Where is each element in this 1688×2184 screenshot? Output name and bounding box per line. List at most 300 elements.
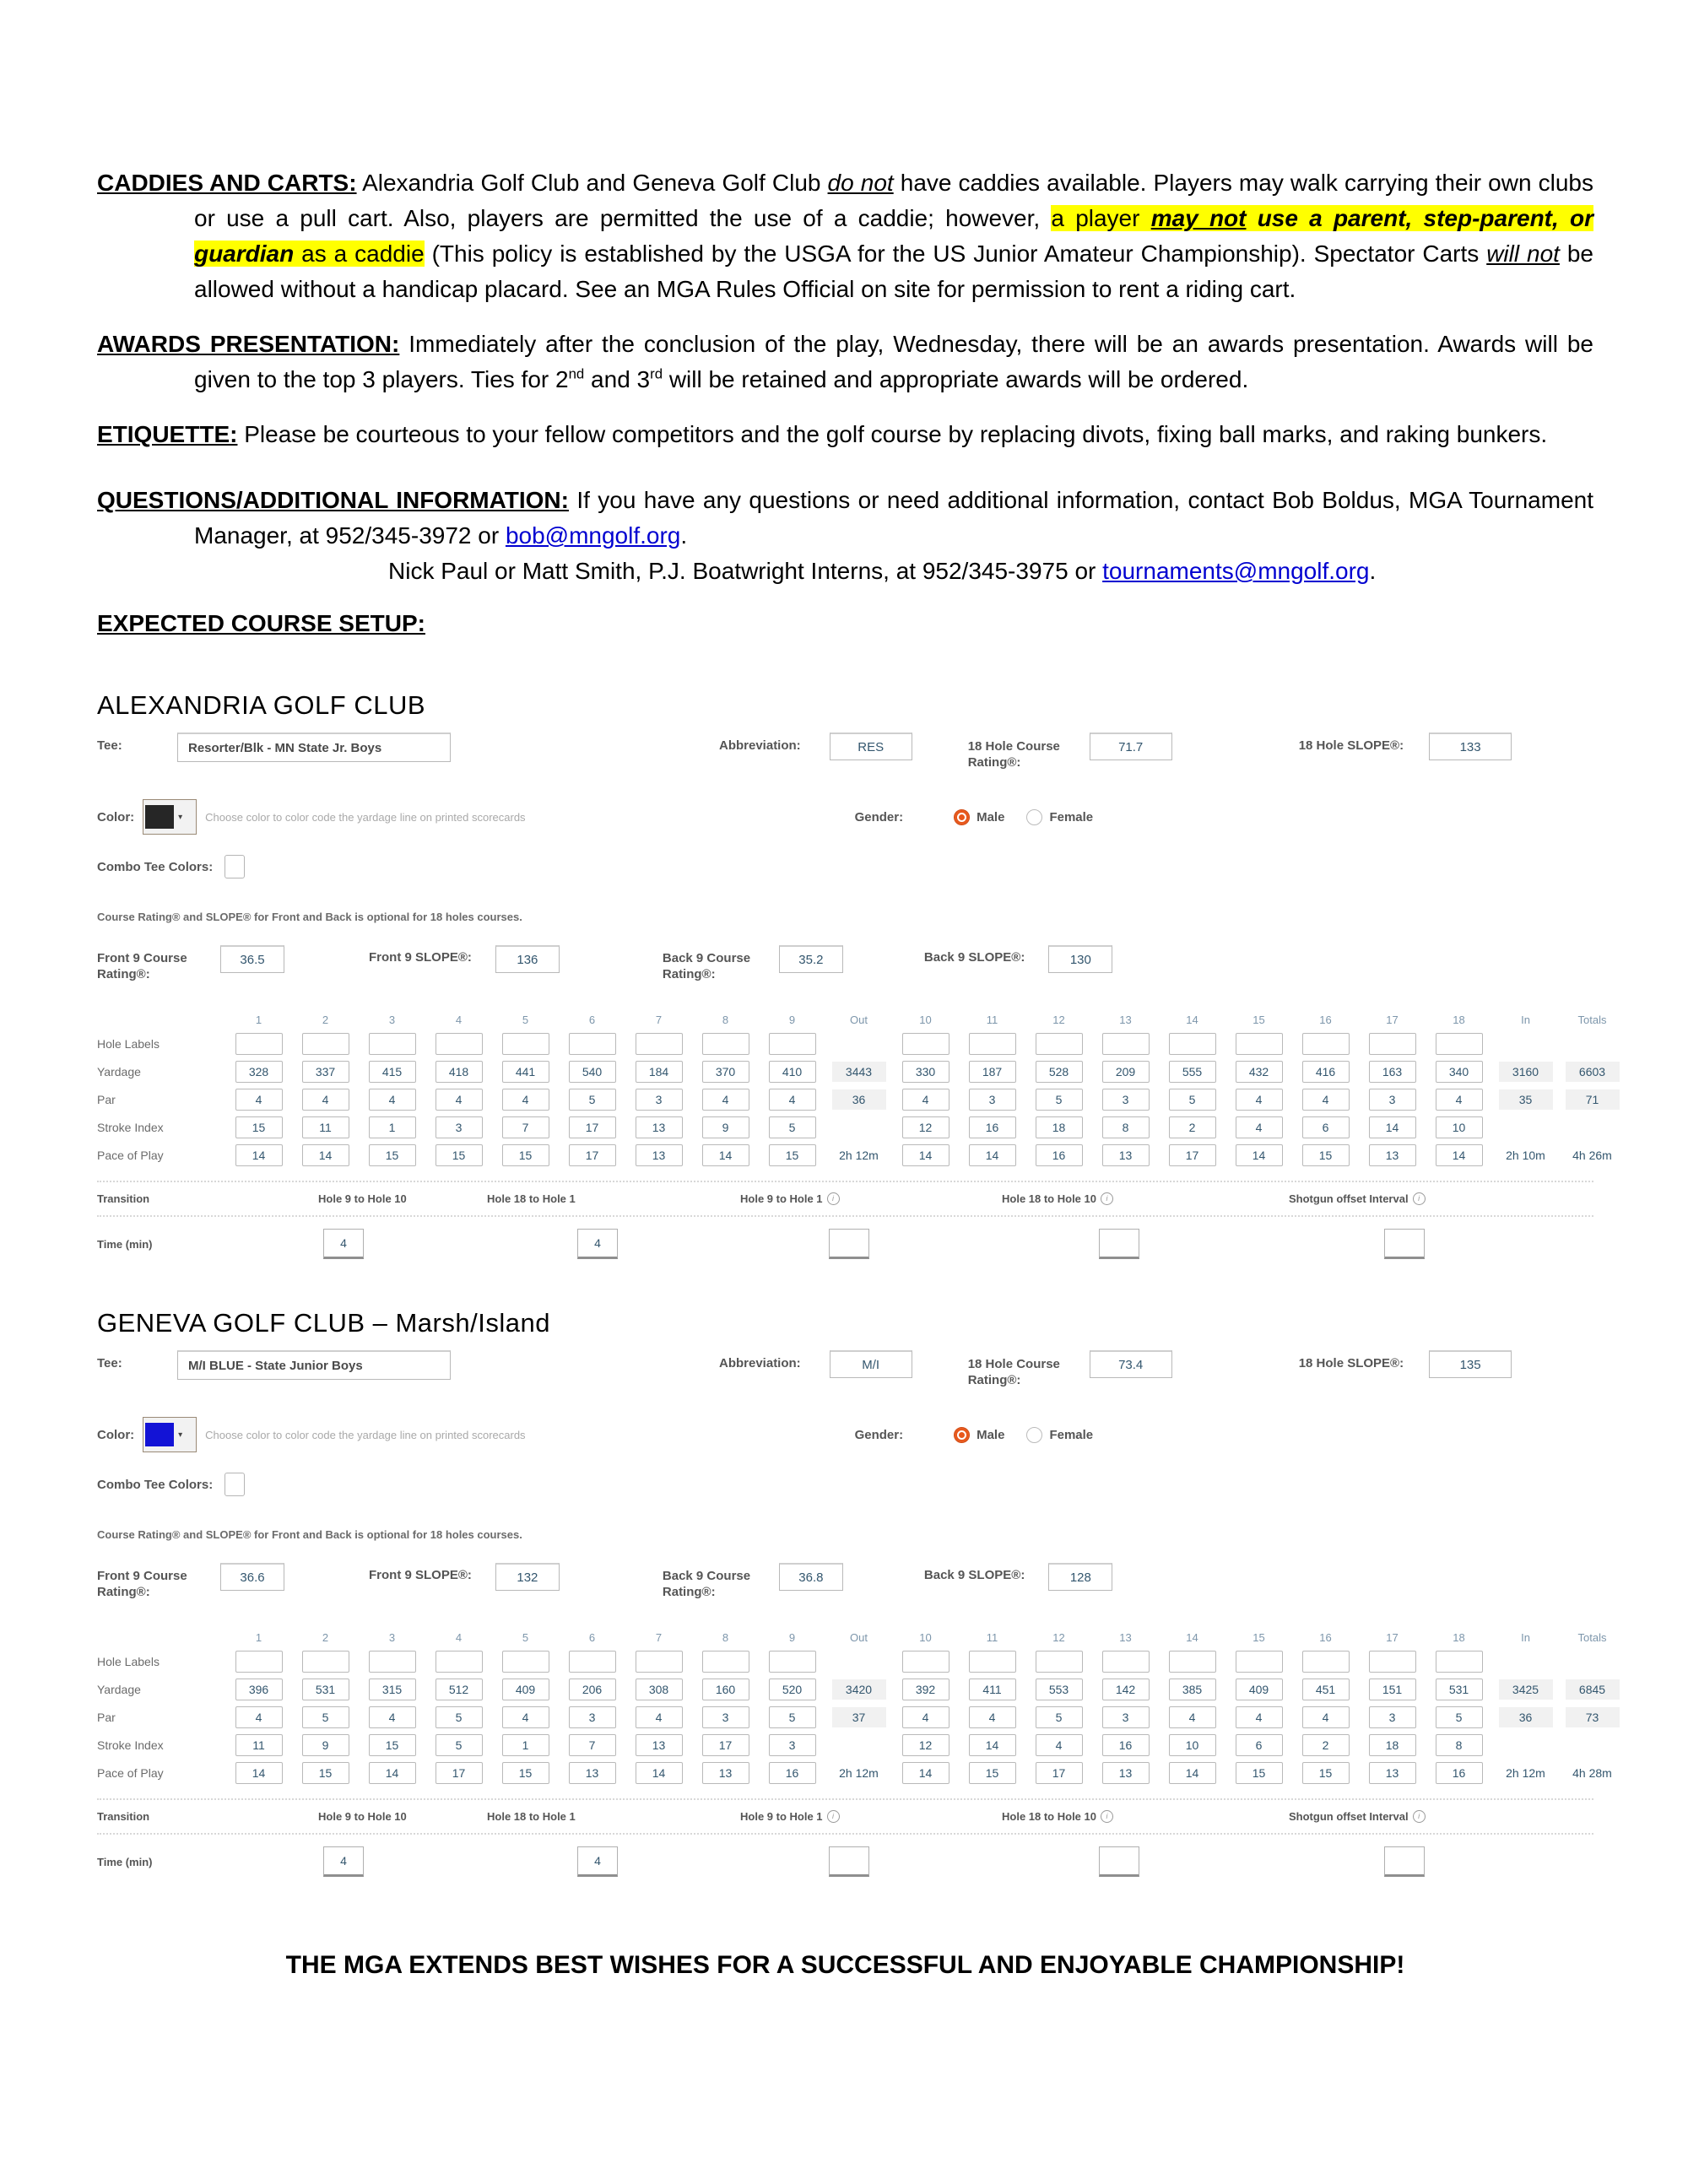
par-input[interactable]: 4 xyxy=(369,1089,416,1111)
time-input[interactable] xyxy=(1099,1846,1139,1877)
table-cell xyxy=(1025,1060,1092,1084)
pace-input[interactable]: 14 xyxy=(235,1144,283,1166)
yardage-input[interactable]: 308 xyxy=(636,1679,683,1700)
transition-col-5 xyxy=(1289,1192,1567,1205)
yardage-input[interactable]: 337 xyxy=(302,1061,349,1083)
pace-input[interactable]: 16 xyxy=(1036,1144,1083,1166)
stroke_index-input[interactable]: 8 xyxy=(1102,1116,1150,1138)
pace-input[interactable]: 13 xyxy=(1369,1762,1416,1784)
pace-input[interactable]: 14 xyxy=(1436,1144,1483,1166)
hole-label-input[interactable] xyxy=(702,1651,749,1673)
abbreviation-input[interactable]: RES xyxy=(830,733,912,760)
hole-label-input[interactable] xyxy=(502,1033,549,1055)
stroke_index-input[interactable]: 16 xyxy=(1102,1734,1150,1756)
stroke_index-input[interactable]: 2 xyxy=(1302,1734,1350,1756)
column-header: 4 xyxy=(455,1630,463,1644)
yardage-input[interactable]: 531 xyxy=(1436,1679,1483,1700)
column-header-cell xyxy=(1092,1011,1159,1028)
table-cell xyxy=(825,1060,892,1084)
rating18-input[interactable]: 71.7 xyxy=(1090,733,1172,760)
column-header: 5 xyxy=(522,1013,529,1026)
hole-label-input[interactable] xyxy=(1102,1651,1150,1673)
male-radio[interactable] xyxy=(954,1427,970,1443)
table-cell xyxy=(692,1060,759,1084)
hole-label-input[interactable] xyxy=(235,1651,283,1673)
stroke_index-input[interactable]: 6 xyxy=(1236,1734,1283,1756)
yardage-input[interactable]: 555 xyxy=(1169,1061,1216,1083)
yardage-input[interactable]: 163 xyxy=(1369,1061,1416,1083)
hole-label-input[interactable] xyxy=(369,1651,416,1673)
par-input[interactable]: 4 xyxy=(769,1089,816,1111)
tee-input[interactable]: M/I BLUE - State Junior Boys xyxy=(177,1350,451,1380)
hole-label-input[interactable] xyxy=(769,1033,816,1055)
yardage-input[interactable]: 385 xyxy=(1169,1679,1216,1700)
column-header: 15 xyxy=(1252,1630,1265,1644)
column-header-cell xyxy=(1159,1011,1225,1028)
hole-label-input[interactable] xyxy=(636,1033,683,1055)
table-cell xyxy=(1025,1143,1092,1167)
hole-label-input[interactable] xyxy=(302,1651,349,1673)
par-input[interactable]: 3 xyxy=(702,1706,749,1728)
yardage-input[interactable]: 512 xyxy=(436,1679,483,1700)
column-header-cell xyxy=(625,1629,692,1646)
stroke_index-input[interactable]: 14 xyxy=(1369,1116,1416,1138)
par-input[interactable]: 5 xyxy=(1169,1089,1216,1111)
par-input[interactable]: 3 xyxy=(569,1706,616,1728)
hole-label-input[interactable] xyxy=(1436,1033,1483,1055)
stroke_index-input[interactable]: 9 xyxy=(702,1116,749,1138)
stroke_index-input[interactable]: 12 xyxy=(902,1116,950,1138)
pace-input[interactable]: 13 xyxy=(702,1762,749,1784)
par-input[interactable]: 5 xyxy=(1036,1706,1083,1728)
stroke_index-input[interactable]: 10 xyxy=(1169,1734,1216,1756)
pace-input[interactable]: 15 xyxy=(436,1144,483,1166)
par-input[interactable]: 3 xyxy=(1102,1706,1150,1728)
stroke_index-input[interactable]: 17 xyxy=(702,1734,749,1756)
info-icon[interactable]: i xyxy=(1413,1810,1426,1823)
yardage-input[interactable]: 410 xyxy=(769,1061,816,1083)
yardage-input[interactable]: 151 xyxy=(1369,1679,1416,1700)
table-cell xyxy=(559,1116,625,1139)
hole-label-input[interactable] xyxy=(1102,1033,1150,1055)
table-row xyxy=(97,1060,1606,1084)
pace-input[interactable]: 17 xyxy=(1036,1762,1083,1784)
stroke_index-input[interactable]: 18 xyxy=(1369,1734,1416,1756)
pace-input[interactable]: 14 xyxy=(702,1144,749,1166)
hole-label-input[interactable] xyxy=(1169,1033,1216,1055)
yardage-input[interactable]: 432 xyxy=(1236,1061,1283,1083)
transition-col-1-text: Hole 9 to Hole 10 xyxy=(318,1810,407,1823)
column-header: 14 xyxy=(1186,1013,1198,1026)
male-radio[interactable] xyxy=(954,809,970,825)
table-cell xyxy=(292,1650,359,1673)
par-input[interactable]: 4 xyxy=(1169,1706,1216,1728)
table-cell xyxy=(1225,1650,1292,1673)
yardage-input[interactable]: 416 xyxy=(1302,1061,1350,1083)
hole-label-input[interactable] xyxy=(1236,1651,1283,1673)
front9-slope-input[interactable]: 136 xyxy=(495,945,560,973)
table-cell xyxy=(559,1706,625,1729)
info-icon[interactable]: i xyxy=(827,1192,840,1205)
hole-label-input[interactable] xyxy=(302,1033,349,1055)
pace-input[interactable]: 14 xyxy=(969,1144,1016,1166)
questions-text-1: If you have any questions or need additional information, contact Bob Boldus, MGA Tournament Manager, at 952/345-3972 or xyxy=(194,487,1594,549)
par-input[interactable]: 5 xyxy=(569,1089,616,1111)
stroke_index-input[interactable]: 5 xyxy=(436,1734,483,1756)
par-input[interactable]: 3 xyxy=(1102,1089,1150,1111)
table-cell xyxy=(1492,1733,1559,1757)
par-input[interactable]: 4 xyxy=(1302,1089,1350,1111)
yardage-input[interactable]: 187 xyxy=(969,1061,1016,1083)
slope18-input[interactable]: 135 xyxy=(1429,1350,1512,1378)
time-input[interactable] xyxy=(829,1846,869,1877)
abbreviation-label: Abbreviation: xyxy=(719,738,801,753)
pace-input[interactable]: 14 xyxy=(902,1762,950,1784)
color-dropdown[interactable] xyxy=(143,1417,197,1452)
table-cell xyxy=(1159,1116,1225,1139)
hole-label-input[interactable] xyxy=(569,1651,616,1673)
yardage-input[interactable]: 330 xyxy=(902,1061,950,1083)
stroke_index-input[interactable]: 11 xyxy=(302,1116,349,1138)
female-radio[interactable] xyxy=(1026,809,1042,825)
stroke_index-input[interactable]: 11 xyxy=(235,1734,283,1756)
yardage-input[interactable]: 553 xyxy=(1036,1679,1083,1700)
yardage-input[interactable]: 370 xyxy=(702,1061,749,1083)
par-total: 35 xyxy=(1499,1089,1553,1110)
par-input[interactable]: 3 xyxy=(1369,1089,1416,1111)
table-cell xyxy=(492,1088,559,1111)
table-cell xyxy=(225,1088,292,1111)
hole-label-input[interactable] xyxy=(235,1033,283,1055)
stroke_index-input[interactable]: 5 xyxy=(769,1116,816,1138)
table-cell xyxy=(692,1706,759,1729)
stroke_index-input[interactable]: 7 xyxy=(569,1734,616,1756)
pace-input[interactable]: 15 xyxy=(1302,1144,1350,1166)
stroke_index-input[interactable]: 3 xyxy=(769,1734,816,1756)
column-header-cell xyxy=(1292,1629,1359,1646)
table-cell xyxy=(959,1032,1025,1056)
table-cell xyxy=(1559,1143,1626,1167)
hole-label-input[interactable] xyxy=(569,1033,616,1055)
stroke_index-input[interactable]: 1 xyxy=(369,1116,416,1138)
yardage-input[interactable]: 441 xyxy=(502,1061,549,1083)
hole-label-input[interactable] xyxy=(1369,1651,1416,1673)
stroke_index-input[interactable]: 7 xyxy=(502,1116,549,1138)
hole-label-input[interactable] xyxy=(769,1651,816,1673)
par-input[interactable]: 4 xyxy=(436,1089,483,1111)
column-header: 6 xyxy=(588,1013,596,1026)
par-input[interactable]: 4 xyxy=(369,1706,416,1728)
yardage-input[interactable]: 531 xyxy=(302,1679,349,1700)
table-cell xyxy=(292,1678,359,1701)
gender-label: Gender: xyxy=(854,1427,904,1442)
table-cell xyxy=(1359,1143,1426,1167)
par-input[interactable]: 3 xyxy=(1369,1706,1416,1728)
table-cell xyxy=(559,1032,625,1056)
column-header: 2 xyxy=(322,1013,329,1026)
table-cell xyxy=(1292,1032,1359,1056)
back9-rating-input[interactable]: 35.2 xyxy=(779,945,843,973)
yardage-input[interactable]: 340 xyxy=(1436,1061,1483,1083)
pace-input[interactable]: 17 xyxy=(569,1144,616,1166)
stroke_index-input[interactable]: 6 xyxy=(1302,1116,1350,1138)
pace-input[interactable]: 13 xyxy=(569,1762,616,1784)
table-cell xyxy=(1292,1706,1359,1729)
hole-label-input[interactable] xyxy=(369,1033,416,1055)
table-cell xyxy=(492,1733,559,1757)
time-input[interactable] xyxy=(1384,1846,1425,1877)
yardage-input[interactable]: 409 xyxy=(1236,1679,1283,1700)
par-input[interactable]: 5 xyxy=(1036,1089,1083,1111)
yardage-input[interactable]: 451 xyxy=(1302,1679,1350,1700)
par-input[interactable]: 5 xyxy=(769,1706,816,1728)
pace-input[interactable]: 13 xyxy=(1102,1762,1150,1784)
info-icon[interactable]: i xyxy=(1101,1810,1113,1823)
pace-input[interactable]: 14 xyxy=(1169,1762,1216,1784)
pace-input[interactable]: 15 xyxy=(1236,1762,1283,1784)
stroke_index-input[interactable]: 3 xyxy=(436,1116,483,1138)
yardage-input[interactable]: 209 xyxy=(1102,1061,1150,1083)
pace-input[interactable]: 13 xyxy=(1102,1144,1150,1166)
par-input[interactable]: 5 xyxy=(1436,1706,1483,1728)
pace-input[interactable]: 17 xyxy=(436,1762,483,1784)
yardage-input[interactable]: 206 xyxy=(569,1679,616,1700)
time-input[interactable]: 4 xyxy=(577,1229,618,1259)
table-cell xyxy=(1292,1116,1359,1139)
hole-label-input[interactable] xyxy=(1036,1651,1083,1673)
par-input[interactable]: 4 xyxy=(902,1089,950,1111)
column-header: 8 xyxy=(722,1630,729,1644)
table-cell xyxy=(1359,1088,1426,1111)
back9-slope-label: Back 9 SLOPE®: xyxy=(923,950,1025,965)
row-label: Pace of Play xyxy=(97,1149,164,1162)
slope18-input[interactable]: 133 xyxy=(1429,733,1512,760)
yardage-input[interactable]: 411 xyxy=(969,1679,1016,1700)
questions-text-2: . xyxy=(680,522,688,549)
table-cell xyxy=(625,1761,692,1785)
yardage-input[interactable]: 315 xyxy=(369,1679,416,1700)
table-cell xyxy=(825,1706,892,1729)
yardage-input[interactable]: 540 xyxy=(569,1061,616,1083)
par-input[interactable]: 5 xyxy=(436,1706,483,1728)
hole-label-input[interactable] xyxy=(1302,1033,1350,1055)
front9-rating-label: Front 9 Course Rating®: xyxy=(97,1569,187,1599)
yardage-input[interactable]: 415 xyxy=(369,1061,416,1083)
stroke_index-input[interactable]: 4 xyxy=(1236,1116,1283,1138)
pace-input[interactable]: 13 xyxy=(1369,1144,1416,1166)
par-input[interactable]: 4 xyxy=(1302,1706,1350,1728)
email-link-tournaments[interactable]: tournaments@mngolf.org xyxy=(1102,558,1370,584)
yardage-input[interactable]: 392 xyxy=(902,1679,950,1700)
rating18-input[interactable]: 73.4 xyxy=(1090,1350,1172,1378)
par-input[interactable]: 4 xyxy=(1236,1089,1283,1111)
table-cell xyxy=(892,1678,959,1701)
table-row xyxy=(97,1116,1593,1139)
column-header: 3 xyxy=(388,1630,396,1644)
pace-input[interactable]: 14 xyxy=(369,1762,416,1784)
time-input[interactable]: 4 xyxy=(577,1846,618,1877)
table-cell xyxy=(1225,1678,1292,1701)
back9-slope-input[interactable]: 130 xyxy=(1048,945,1112,973)
par-input[interactable]: 4 xyxy=(969,1706,1016,1728)
par-input[interactable]: 4 xyxy=(702,1089,749,1111)
combo-tee-colors-checkbox[interactable] xyxy=(225,855,245,878)
stroke_index-input[interactable]: 17 xyxy=(569,1116,616,1138)
transition-row xyxy=(97,1800,1593,1833)
yardage-input[interactable]: 328 xyxy=(235,1061,283,1083)
email-link-bob[interactable]: bob@mngolf.org xyxy=(505,522,681,549)
par-input[interactable]: 4 xyxy=(1436,1089,1483,1111)
hole-label-input[interactable] xyxy=(1302,1651,1350,1673)
stroke_index-input[interactable]: 12 xyxy=(902,1734,950,1756)
table-cell xyxy=(1426,1678,1492,1701)
stroke_index-input[interactable]: 14 xyxy=(969,1734,1016,1756)
hole-label-input[interactable] xyxy=(436,1033,483,1055)
hole-label-input[interactable] xyxy=(1436,1651,1483,1673)
stroke_index-input[interactable]: 1 xyxy=(502,1734,549,1756)
stroke_index-input[interactable]: 9 xyxy=(302,1734,349,1756)
par-input[interactable]: 4 xyxy=(302,1089,349,1111)
stroke_index-input[interactable]: 18 xyxy=(1036,1116,1083,1138)
table-cell xyxy=(425,1032,492,1056)
yardage-input[interactable]: 160 xyxy=(702,1679,749,1700)
table-cell xyxy=(1559,1733,1626,1757)
yardage-input[interactable]: 418 xyxy=(436,1061,483,1083)
hole-label-input[interactable] xyxy=(969,1033,1016,1055)
pace-input[interactable]: 15 xyxy=(769,1144,816,1166)
stroke_index-input[interactable]: 2 xyxy=(1169,1116,1216,1138)
pace-input[interactable]: 13 xyxy=(636,1144,683,1166)
pace-input[interactable]: 14 xyxy=(636,1762,683,1784)
pace-input[interactable]: 15 xyxy=(302,1762,349,1784)
pace-input[interactable]: 15 xyxy=(502,1144,549,1166)
par-input[interactable]: 4 xyxy=(235,1089,283,1111)
hole-label-input[interactable] xyxy=(436,1651,483,1673)
awards-text-1: Immediately after the conclusion of the play, Wednesday, there will be an awards presentation. Awards will be given to the top 3 players. Ties for 2 xyxy=(194,331,1593,392)
hole-label-input[interactable] xyxy=(1369,1033,1416,1055)
stroke_index-input[interactable]: 4 xyxy=(1036,1734,1083,1756)
yardage-input[interactable]: 142 xyxy=(1102,1679,1150,1700)
par-input[interactable]: 4 xyxy=(636,1706,683,1728)
back9-rating-input[interactable]: 36.8 xyxy=(779,1563,843,1591)
par-input[interactable]: 4 xyxy=(502,1089,549,1111)
time-input[interactable]: 4 xyxy=(323,1229,364,1259)
table-cell xyxy=(1092,1116,1159,1139)
yardage-total: 3443 xyxy=(832,1062,886,1082)
yardage-input[interactable]: 184 xyxy=(636,1061,683,1083)
time-input[interactable] xyxy=(1384,1229,1425,1259)
yardage-input[interactable]: 520 xyxy=(769,1679,816,1700)
hole-label-input[interactable] xyxy=(1036,1033,1083,1055)
column-header-cell xyxy=(225,1011,292,1028)
table-cell xyxy=(292,1116,359,1139)
table-cell xyxy=(359,1706,425,1729)
column-header: 16 xyxy=(1319,1630,1332,1644)
column-header-cell xyxy=(492,1629,559,1646)
pace-input[interactable]: 14 xyxy=(302,1144,349,1166)
hole-label-input[interactable] xyxy=(969,1651,1016,1673)
hole-label-input[interactable] xyxy=(1169,1651,1216,1673)
par-input[interactable]: 4 xyxy=(502,1706,549,1728)
hole-label-input[interactable] xyxy=(902,1651,950,1673)
tee-input[interactable]: Resorter/Blk - MN State Jr. Boys xyxy=(177,733,451,762)
pace-input[interactable]: 17 xyxy=(1169,1144,1216,1166)
par-input[interactable]: 4 xyxy=(1236,1706,1283,1728)
par-input[interactable]: 3 xyxy=(969,1089,1016,1111)
table-cell xyxy=(1292,1650,1359,1673)
column-header: 18 xyxy=(1453,1630,1465,1644)
pace-input[interactable]: 16 xyxy=(769,1762,816,1784)
pace-input[interactable]: 14 xyxy=(1236,1144,1283,1166)
par-input[interactable]: 5 xyxy=(302,1706,349,1728)
par-total: 73 xyxy=(1566,1707,1620,1727)
column-header-cell xyxy=(1559,1629,1626,1646)
time-input[interactable]: 4 xyxy=(323,1846,364,1877)
par-input[interactable]: 3 xyxy=(636,1089,683,1111)
stroke_index-input[interactable]: 13 xyxy=(636,1116,683,1138)
info-icon[interactable]: i xyxy=(1101,1192,1113,1205)
yardage-input[interactable]: 409 xyxy=(502,1679,549,1700)
abbreviation-input[interactable]: M/I xyxy=(830,1350,912,1378)
yardage-input[interactable]: 528 xyxy=(1036,1061,1083,1083)
column-header-cell xyxy=(692,1629,759,1646)
highlight-maynot: may not xyxy=(1150,205,1247,231)
stroke_index-input[interactable]: 15 xyxy=(369,1734,416,1756)
time-input[interactable] xyxy=(829,1229,869,1259)
rating-note: Course Rating® and SLOPE® for Front and Back is optional for 18 holes courses. xyxy=(97,1528,522,1541)
front9-rating-input[interactable]: 36.6 xyxy=(220,1563,284,1591)
table-cell xyxy=(359,1761,425,1785)
table-cell xyxy=(1559,1088,1626,1111)
female-radio[interactable] xyxy=(1026,1427,1042,1443)
pace-total: 4h 26m xyxy=(1572,1149,1612,1162)
color-dropdown[interactable] xyxy=(143,799,197,835)
stroke_index-input[interactable]: 15 xyxy=(235,1116,283,1138)
stroke_index-input[interactable]: 16 xyxy=(969,1116,1016,1138)
time-row xyxy=(97,1846,1593,1877)
back9-slope-input[interactable]: 128 xyxy=(1048,1563,1112,1591)
yardage-input[interactable]: 396 xyxy=(235,1679,283,1700)
stroke_index-input[interactable]: 10 xyxy=(1436,1116,1483,1138)
pace-input[interactable]: 14 xyxy=(902,1144,950,1166)
hole-label-input[interactable] xyxy=(1236,1033,1283,1055)
hole-label-input[interactable] xyxy=(902,1033,950,1055)
hole-label-input[interactable] xyxy=(702,1033,749,1055)
table-cell xyxy=(559,1088,625,1111)
front9-slope-input[interactable]: 132 xyxy=(495,1563,560,1591)
info-icon[interactable]: i xyxy=(1413,1192,1426,1205)
par-input[interactable]: 4 xyxy=(235,1706,283,1728)
stroke_index-input[interactable]: 8 xyxy=(1436,1734,1483,1756)
hole-label-input[interactable] xyxy=(636,1651,683,1673)
combo-tee-colors-checkbox[interactable] xyxy=(225,1473,245,1496)
color-help-text: Choose color to color code the yardage line on printed scorecards xyxy=(205,810,526,824)
front9-rating-input[interactable]: 36.5 xyxy=(220,945,284,973)
pace-input[interactable]: 16 xyxy=(1436,1762,1483,1784)
pace-input[interactable]: 15 xyxy=(502,1762,549,1784)
pace-input[interactable]: 14 xyxy=(235,1762,283,1784)
stroke_index-input[interactable]: 13 xyxy=(636,1734,683,1756)
hole-label-input[interactable] xyxy=(502,1651,549,1673)
info-icon[interactable]: i xyxy=(827,1810,840,1823)
table-cell xyxy=(425,1761,492,1785)
time-input[interactable] xyxy=(1099,1229,1139,1259)
pace-input[interactable]: 15 xyxy=(369,1144,416,1166)
pace-input[interactable]: 15 xyxy=(1302,1762,1350,1784)
rating-note: Course Rating® and SLOPE® for Front and Back is optional for 18 holes courses. xyxy=(97,911,522,923)
par-input[interactable]: 4 xyxy=(902,1706,950,1728)
pace-input[interactable]: 15 xyxy=(969,1762,1016,1784)
